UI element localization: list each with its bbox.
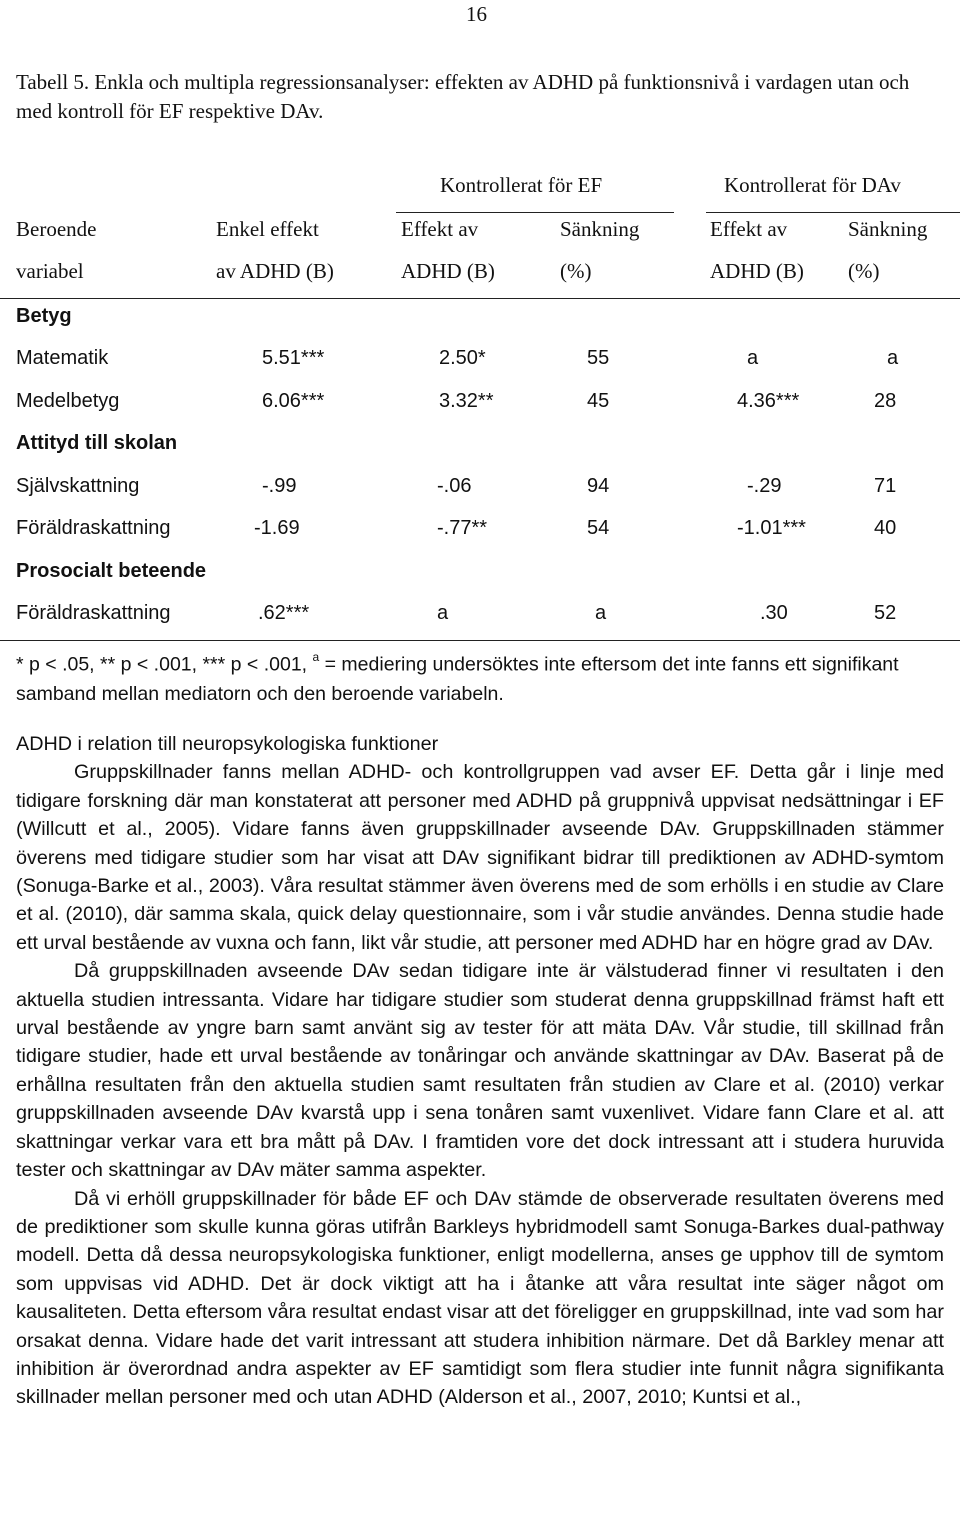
header-variable: variabel: [16, 259, 84, 283]
note-prefix: * p < .05, ** p < .001, *** p < .001,: [16, 653, 308, 676]
group-rule-dav: [706, 212, 960, 213]
cell-reduction-dav: 40: [874, 517, 897, 539]
cell-effect-dav: 4.36***: [737, 390, 800, 412]
cell-effect-ef: a: [437, 602, 449, 624]
group-header-ef: Kontrollerat för EF: [440, 173, 603, 197]
cell-effect-dav: -1.01***: [737, 517, 806, 539]
header-effect-ef: Effekt av: [401, 217, 479, 241]
note-suffix: = mediering undersöktes inte eftersom det inte fanns ett signifikant samband mellan mediatorn och den beroende variabeln.: [16, 653, 899, 705]
cell-simple-effect: -.99: [262, 475, 297, 497]
header-effect-dav: Effekt av: [710, 217, 788, 241]
paragraph: Då vi erhöll gruppskillnader för både EF och DAv stämde de observerade resultaten överens med de prediktioner som skulle kunna göras utifrån Barkleys hybridmodell samt Sonuga-Barkes dual-pathway modell. Detta då dessa neuropsykologiska funktioner, enligt modellerna, anses ge upphov till de symtom som uppvisas vid ADHD. Det är dock viktigt att ha i åtanke att våra resultat inte säger något om kausaliteten. Detta eftersom våra resultat endast visar att det föreligger en gruppskillnad, inte vad som har orsakat denna. Vidare hade det varit intressant att studera inhibition närmare. Det då Barkley menar att inhibition är överordnad andra aspekter av EF samtidigt som flera studier inte funnit några signifikanta skillnader mellan personer med och utan ADHD (Alderson et al., 2007, 2010; Kuntsi et al.,: [16, 1187, 945, 1409]
cell-effect-dav: a: [747, 347, 759, 369]
page-number: 16: [466, 2, 487, 26]
cell-effect-ef: -.77**: [437, 517, 488, 539]
cell-simple-effect: -1.69: [254, 517, 300, 539]
cell-effect-dav: .30: [760, 602, 788, 624]
cell-simple-effect: 6.06***: [262, 390, 325, 412]
body-text: [16, 730, 944, 1412]
cell-effect-ef: 2.50*: [439, 347, 486, 369]
cell-effect-ef: 3.32**: [439, 390, 494, 412]
section-heading: ADHD i relation till neuropsykologiska funktioner: [16, 733, 439, 755]
header-dependent: Beroende: [16, 217, 97, 241]
row-label: Föräldraskattning: [16, 517, 171, 539]
table-caption: Tabell 5. Enkla och multipla regressionsanalyser: effekten av ADHD på funktionsnivå i vardagen utan och med kontroll för EF respektive DAv.: [16, 70, 910, 123]
cell-reduction-dav: a: [887, 347, 899, 369]
row-label: Föräldraskattning: [16, 602, 171, 624]
cell-reduction-dav: 71: [874, 475, 897, 497]
header-adhd-b-dav: ADHD (B): [710, 259, 804, 283]
section-title: Betyg: [16, 305, 72, 327]
section-title: Attityd till skolan: [16, 432, 178, 454]
group-rule-ef: [396, 212, 674, 213]
row-label: Medelbetyg: [16, 390, 120, 412]
paragraph: Gruppskillnader fanns mellan ADHD- och kontrollgruppen vad avser EF. Detta går i linje med tidigare forskning där man konstaterat att personer med ADHD på gruppnivå uppvisat nedsättningar i EF (Willcutt et al., 2005). Vidare fanns även gruppskillnader avseende DAv. Gruppskillnaden stämmer överens med tidigare studier som har visat att DAv signifikant bidrar till prediktionen av ADHD-symtom (Sonuga-Barke et al., 2003). Våra resultat stämmer även överens med de som erhölls i en studie av Clare et al. (2010), där samma skala, quick delay questionnaire, som i vår studie användes. Denna studie hade ett urval bestående av vuxna och fann, likt vår studie, att personer med ADHD har en högre grad av DAv.: [16, 761, 944, 954]
bottom-rule: [0, 640, 960, 641]
group-header-dav: Kontrollerat för DAv: [724, 173, 901, 197]
table-note: [16, 645, 946, 709]
cell-reduction-ef: 45: [587, 390, 610, 412]
row-label: Matematik: [16, 347, 109, 369]
cell-simple-effect: 5.51***: [262, 347, 325, 369]
header-adhd-b: av ADHD (B): [216, 259, 334, 283]
cell-reduction-ef: 55: [587, 347, 610, 369]
header-rule: [0, 298, 960, 299]
section-title: Prosocialt beteende: [16, 560, 207, 582]
header-reduction-dav: Sänkning: [848, 217, 928, 241]
header-adhd-b-ef: ADHD (B): [401, 259, 495, 283]
cell-simple-effect: .62***: [258, 602, 310, 624]
header-percent-dav: (%): [848, 259, 880, 283]
cell-reduction-dav: 52: [874, 602, 897, 624]
note-superscript: a: [312, 650, 320, 664]
cell-reduction-ef: 94: [587, 475, 610, 497]
row-label: Självskattning: [16, 475, 140, 497]
header-percent-ef: (%): [560, 259, 592, 283]
cell-reduction-dav: 28: [874, 390, 897, 412]
paragraph: Då gruppskillnaden avseende DAv sedan tidigare inte är välstuderad finner vi resultaten i den aktuella studien intressanta. Vidare har tidigare studier som studerat denna gruppskillnad främst haft ett urval bestående av yngre barn samt använt sig av tester för att mäta DAv. Vår studie, till skillnad från tidigare studier, hade ett urval bestående av tonåringar och använde skattningar av DAv. Baserat på de erhållna resultaten från den aktuella studien samt resultaten från studien av Clare et al. (2010) verkar gruppskillnaden avseende DAv kvarstå upp i sena tonåren samt vuxenlivet. Vidare fann Clare et al. att skattningar verkar vara ett bra mått på DAv. I framtiden vore det dock intressant att i studera huruvida tester och skattningar av DAv mäter samma aspekter.: [16, 960, 944, 1182]
header-simple-effect: Enkel effekt: [216, 217, 319, 241]
cell-effect-dav: -.29: [747, 475, 782, 497]
header-reduction-ef: Sänkning: [560, 217, 640, 241]
cell-reduction-ef: a: [595, 602, 607, 624]
cell-reduction-ef: 54: [587, 517, 610, 539]
cell-effect-ef: -.06: [437, 475, 472, 497]
